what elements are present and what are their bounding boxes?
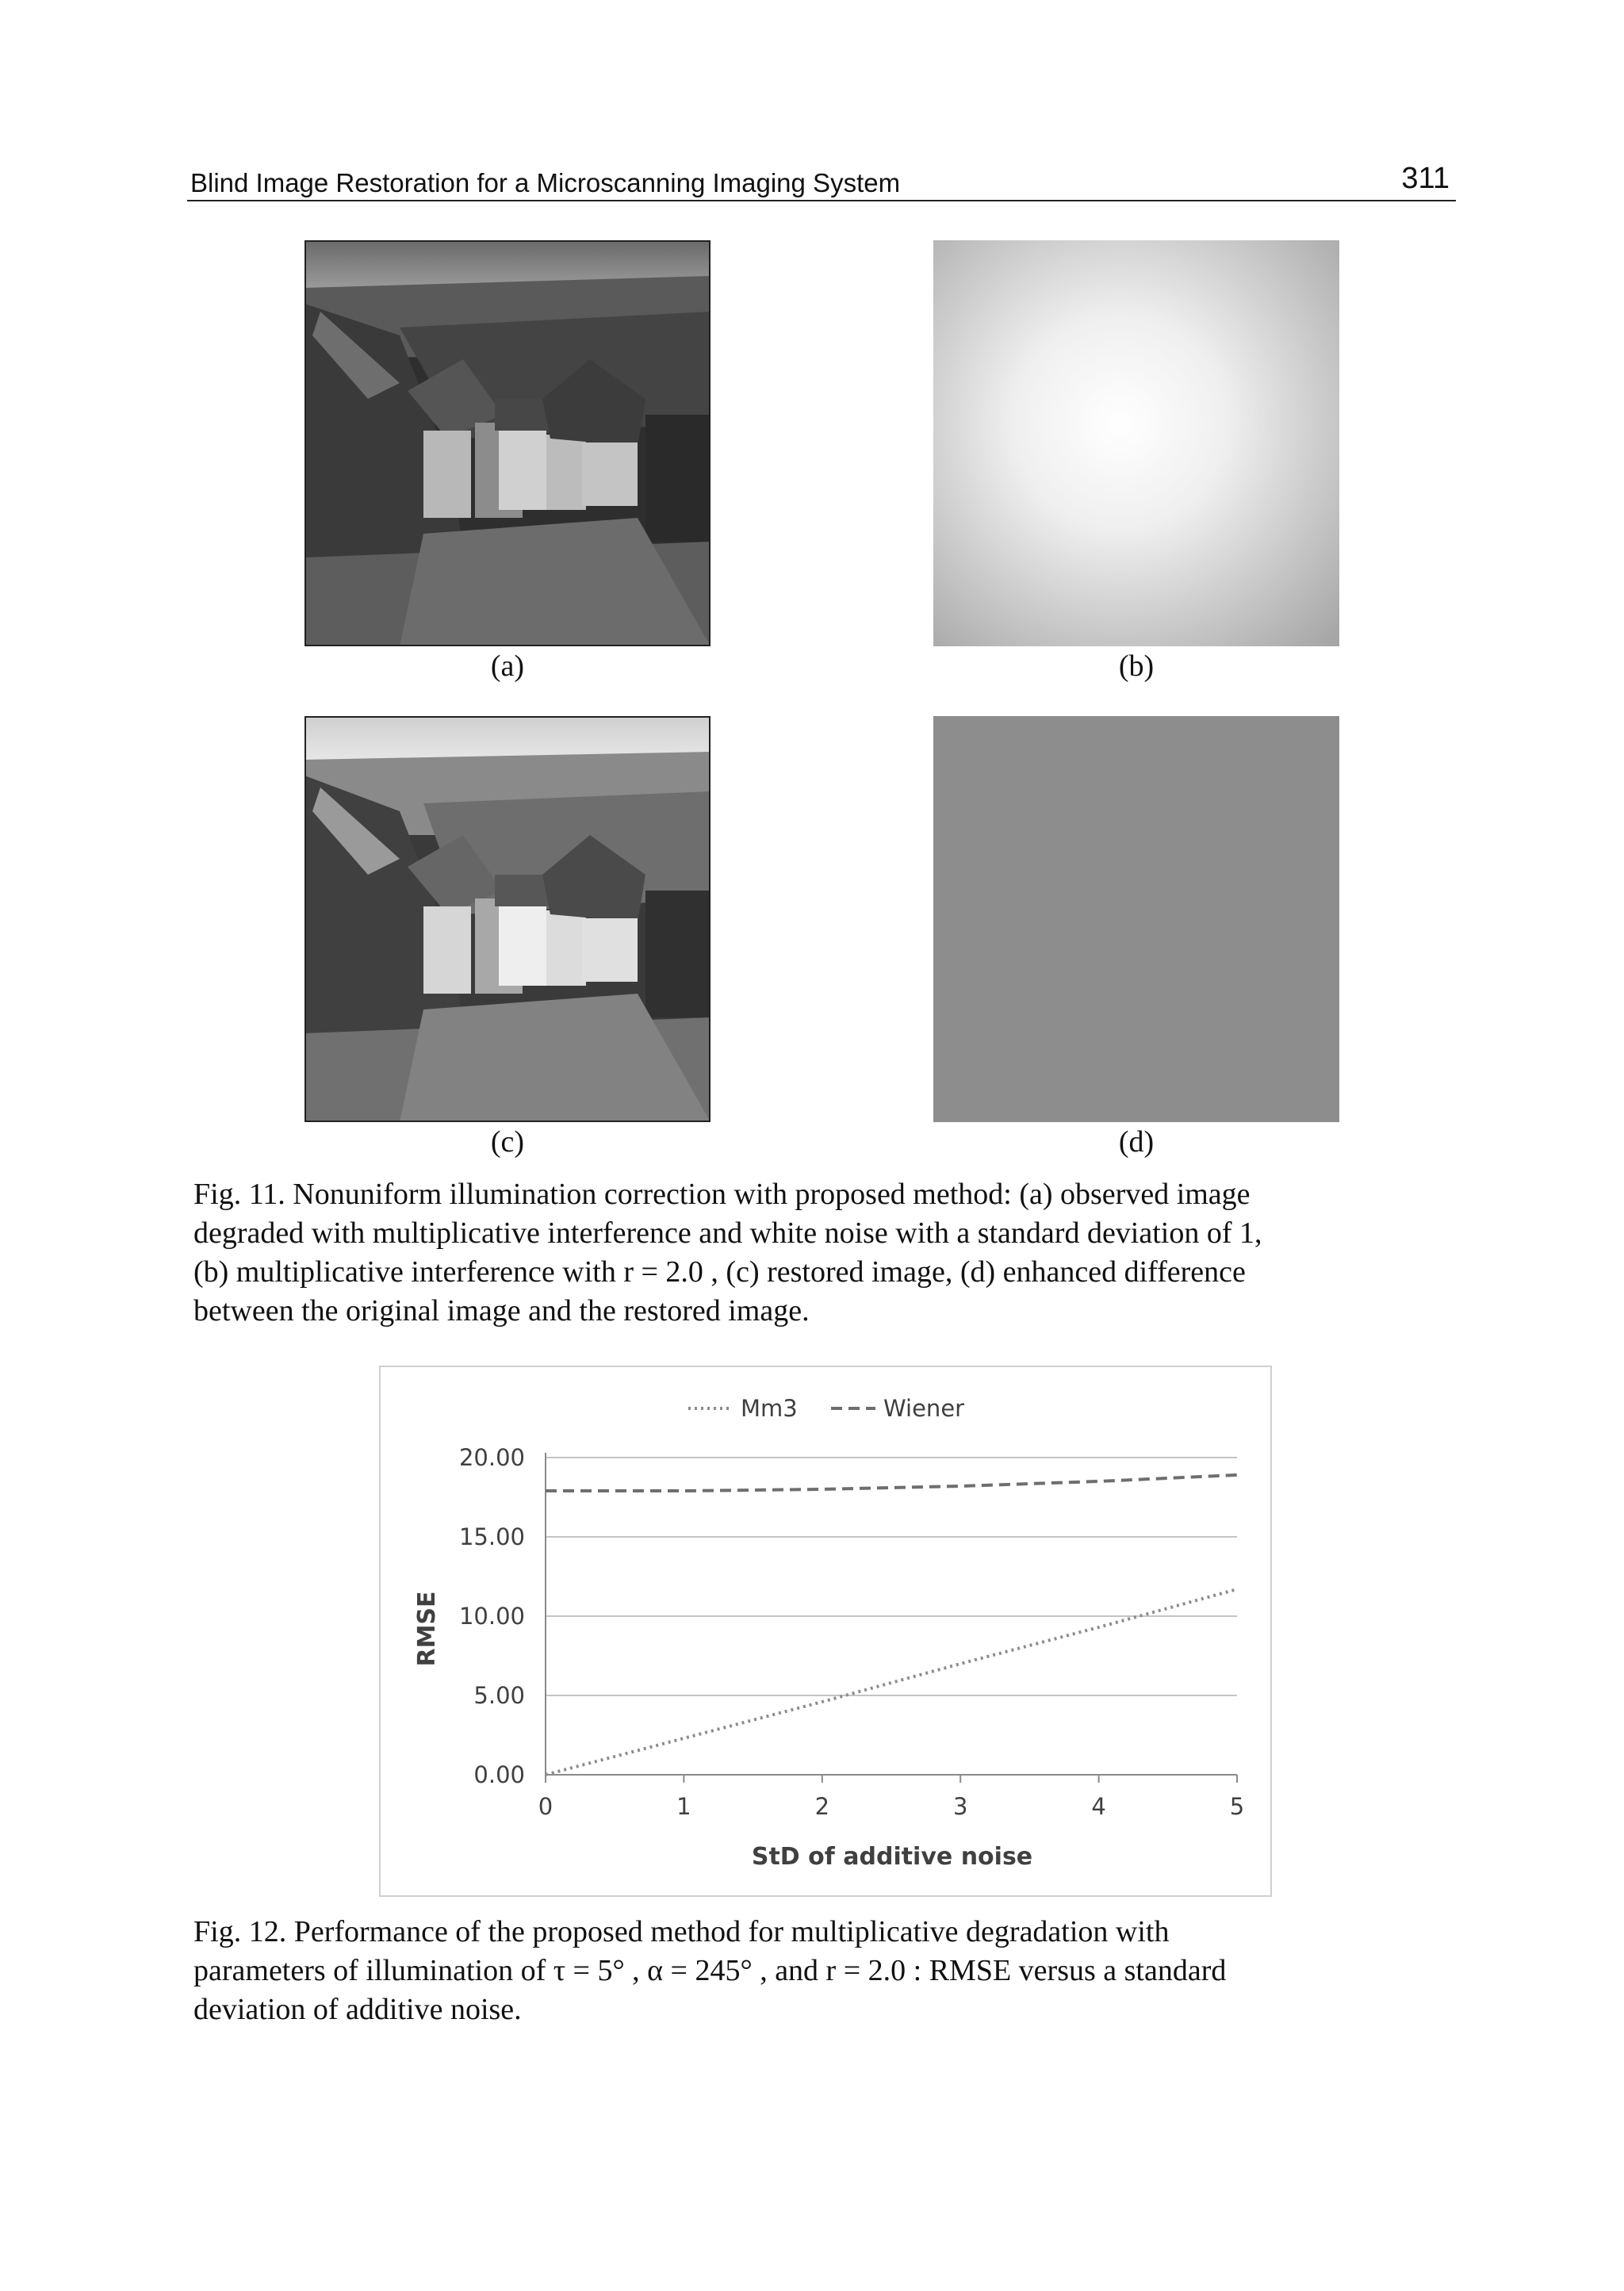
running-head: Blind Image Restoration for a Microscanning Imaging System xyxy=(190,168,901,197)
figure-panel-d-difference xyxy=(933,716,1339,1122)
y-axis-title: RMSE xyxy=(413,1591,441,1667)
caption-line: Fig. 12. Performance of the proposed method for multiplicative degradation with xyxy=(193,1915,1170,1948)
panel-label-a: (a) xyxy=(490,649,525,683)
y-tick-label: 5.00 xyxy=(473,1682,525,1709)
x-tick-label: 2 xyxy=(814,1793,830,1820)
caption-line: parameters of illumination of τ = 5° , α = 245° , and r = 2.0 : RMSE versus a standard xyxy=(193,1954,1227,1987)
caption-line: deviation of additive noise. xyxy=(193,1993,522,2026)
y-tick-label: 10.00 xyxy=(458,1603,525,1630)
series-line-wiener xyxy=(546,1475,1237,1491)
panel-label-c: (c) xyxy=(490,1125,525,1159)
rmse-chart xyxy=(379,1366,1272,1897)
legend-label-mm3: Mm3 xyxy=(741,1395,798,1422)
caption-line: (b) multiplicative interference with r = 2.0 , (c) restored image, (d) enhanced difference xyxy=(193,1255,1246,1289)
x-tick-label: 0 xyxy=(538,1793,553,1820)
series-line-mm3 xyxy=(546,1589,1237,1775)
header-rule xyxy=(187,200,1456,201)
figure-panel-c-photo xyxy=(304,716,710,1122)
figure-panel-a-photo xyxy=(304,240,710,646)
figure-11-caption xyxy=(193,1175,1431,1331)
figure-panel-b-illumination xyxy=(933,240,1339,646)
legend-label-wiener: Wiener xyxy=(883,1395,965,1422)
x-tick-label: 4 xyxy=(1091,1793,1106,1820)
x-tick-label: 3 xyxy=(952,1793,968,1820)
y-tick-label: 15.00 xyxy=(458,1523,525,1550)
caption-line: degraded with multiplicative interference and white noise with a standard deviation of 1, xyxy=(193,1216,1262,1250)
rmse-chart-svg xyxy=(381,1367,1270,1895)
x-tick-label: 1 xyxy=(676,1793,691,1820)
panel-label-b: (b) xyxy=(1118,649,1155,683)
figure-12-caption xyxy=(193,1913,1431,2029)
caption-line: Fig. 11. Nonuniform illumination correction with proposed method: (a) observed image xyxy=(193,1178,1251,1211)
panel-label-d: (d) xyxy=(1118,1125,1155,1159)
x-axis-title: StD of additive noise xyxy=(751,1843,1033,1871)
y-tick-label: 0.00 xyxy=(473,1761,525,1788)
y-tick-label: 20.00 xyxy=(458,1444,525,1471)
page-number: 311 xyxy=(1401,162,1450,195)
caption-line: between the original image and the restored image. xyxy=(193,1294,810,1327)
x-tick-label: 5 xyxy=(1229,1793,1245,1820)
